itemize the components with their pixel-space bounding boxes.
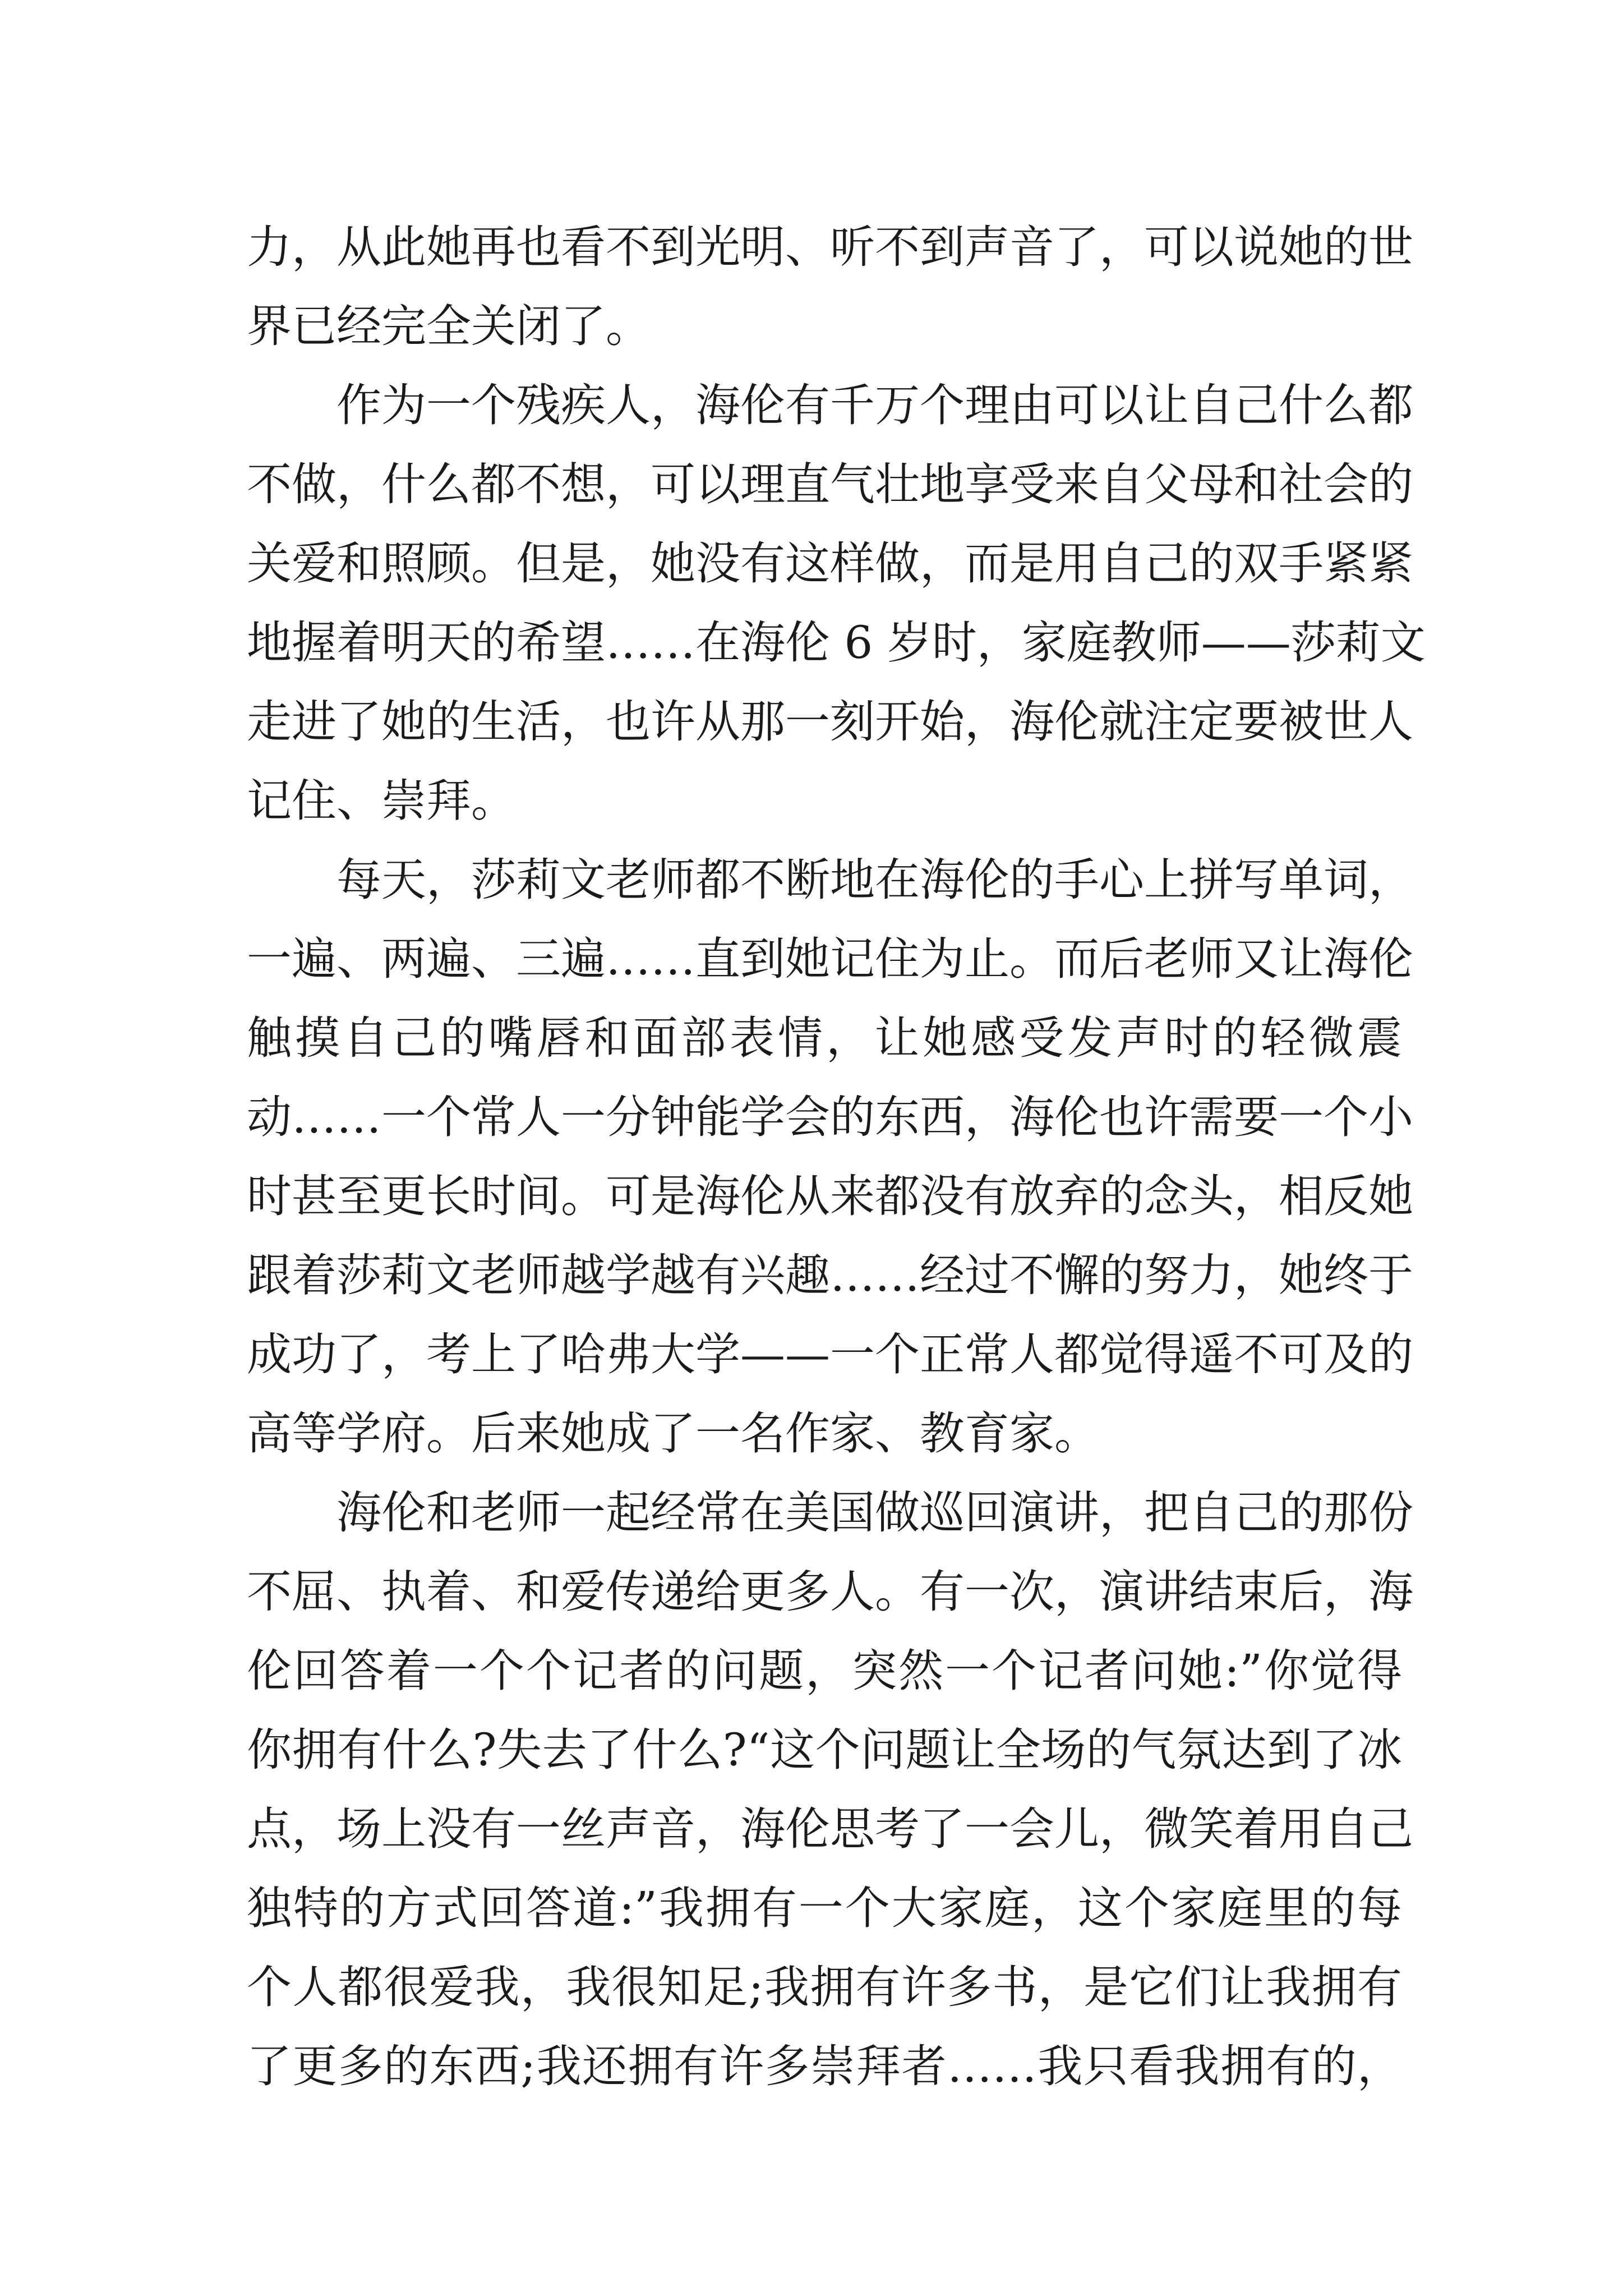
text-line: 界已经完全关闭了。 — [247, 300, 651, 352]
text-line: 力，从此她再也看不到光明、听不到声音了，可以说她的世 — [247, 221, 1413, 273]
text-line: 个人都很爱我，我很知足;我拥有许多书，是它们让我拥有 — [247, 1961, 1402, 2013]
text-line: 高等学府。后来她成了一名作家、教育家。 — [247, 1407, 1099, 1460]
text-line: 一遍、两遍、三遍……直到她记住为止。而后老师又让海伦 — [247, 933, 1413, 985]
text-line: 地握着明天的希望……在海伦 6 岁时，家庭教师——莎莉文 — [247, 616, 1426, 669]
text-line: 动……一个常人一分钟能学会的东西，海伦也许需要一个小 — [247, 1091, 1413, 1143]
text-line: 作为一个残疾人，海伦有千万个理由可以让自己什么都 — [336, 379, 1413, 431]
text-line: 伦回答着一个个记者的问题，突然一个记者问她:”你觉得 — [247, 1645, 1402, 1697]
text-line: 独特的方式回答道:”我拥有一个大家庭，这个家庭里的每 — [247, 1882, 1402, 1934]
text-line: 点，场上没有一丝声音，海伦思考了一会儿，微笑着用自己 — [247, 1803, 1413, 1855]
text-line: 不屈、执着、和爱传递给更多人。有一次，演讲结束后，海 — [247, 1566, 1413, 1618]
text-line: 你拥有什么?失去了什么?“这个问题让全场的气氛达到了冰 — [247, 1724, 1402, 1776]
text-line: 触摸自己的嘴唇和面部表情，让她感受发声时的轻微震 — [247, 1012, 1402, 1064]
text-line: 走进了她的生活，也许从那一刻开始，海伦就注定要被世人 — [247, 696, 1413, 748]
text-line: 跟着莎莉文老师越学越有兴趣……经过不懈的努力，她终于 — [247, 1249, 1413, 1301]
body-text — [247, 208, 1426, 2106]
text-line: 了更多的东西;我还拥有许多崇拜者……我只看我拥有的， — [247, 2040, 1402, 2092]
text-line: 海伦和老师一起经常在美国做巡回演讲，把自己的那份 — [336, 1487, 1413, 1539]
text-line: 时甚至更长时间。可是海伦从来都没有放弃的念头，相反她 — [247, 1170, 1413, 1222]
text-line: 记住、崇拜。 — [247, 775, 516, 827]
text-line: 关爱和照顾。但是，她没有这样做，而是用自己的双手紧紧 — [247, 537, 1413, 590]
text-line: 成功了，考上了哈弗大学——一个正常人都觉得遥不可及的 — [247, 1328, 1413, 1381]
text-line: 每天，莎莉文老师都不断地在海伦的手心上拼写单词， — [336, 854, 1413, 906]
text-line: 不做，什么都不想，可以理直气壮地享受来自父母和社会的 — [247, 458, 1413, 510]
